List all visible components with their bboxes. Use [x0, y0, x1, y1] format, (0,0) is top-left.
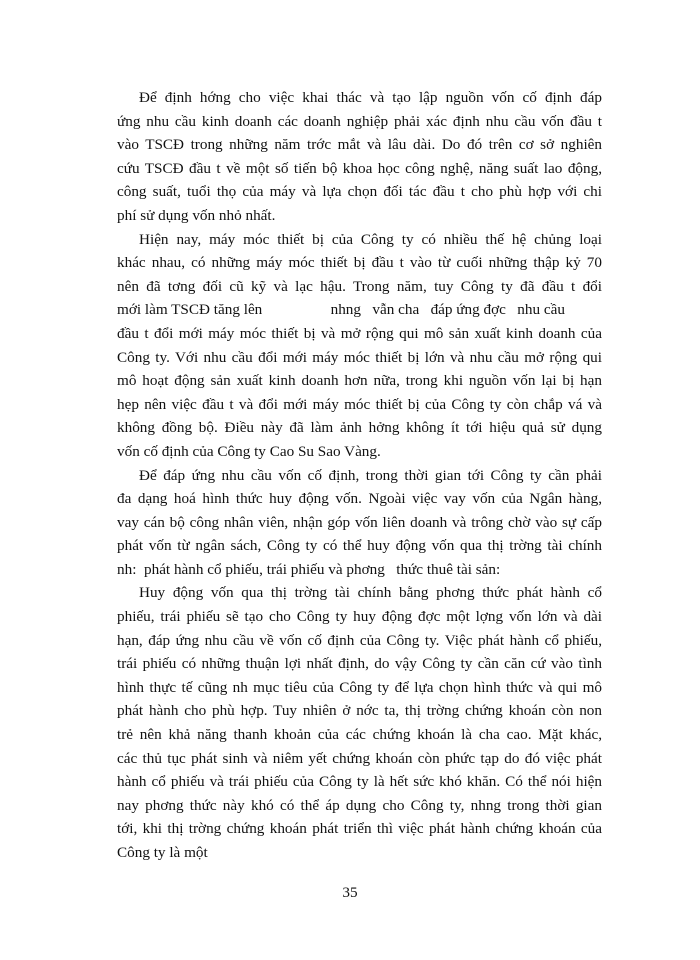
text-line: mới làm TSCĐ tăng lên nhng vẫn cha đáp ứng đợc nhu cầu [117, 301, 565, 319]
text-line: trẻ nên khả năng thanh khoản của các chứng khoán là cha cao. Mặt khác, [117, 726, 602, 744]
text-line: nay phơng thức này khó có thể áp dụng cho Công ty, nhng trong thời gian [117, 796, 602, 814]
text-line: Để định hớng cho việc khai thác và tạo lập nguồn vốn cố định đáp [139, 89, 602, 106]
page-number: 35 [342, 884, 358, 901]
text-line: đa dạng hoá hình thức huy động vốn. Ngoài việc vay vốn của Ngân hàng, [117, 490, 602, 508]
text-line: khác nhau, có những máy móc thiết bị đầu t vào từ cuối những thập kỷ 70 [117, 254, 602, 272]
text-line: phát vốn từ ngân sách, Công ty có thể huy động vốn qua thị trờng tài chính [117, 537, 602, 555]
text-line: hình thực tế cũng nh mục tiêu của Công ty để lựa chọn hình thức và qui mô [117, 678, 602, 696]
text-line: phiếu, trái phiếu sẽ tạo cho Công ty huy động đợc một lợng vốn lớn và dài [117, 608, 602, 626]
page-body [117, 86, 602, 865]
text-line: không đồng bộ. Điều này đã làm ảnh hởng không ít tới hiệu quả sử dụng [117, 419, 602, 437]
text-line: Hiện nay, máy móc thiết bị của Công ty có nhiều thế hệ chủng loại [139, 230, 602, 248]
text-line: Huy động vốn qua thị trờng tài chính bằng phơng thức phát hành cổ [139, 584, 602, 602]
text-line: đầu t đổi mới máy móc thiết bị và mở rộng qui mô sản xuất kinh doanh của [117, 324, 602, 342]
paragraph-4 [117, 581, 602, 864]
text-line: hành cổ phiếu và trái phiếu của Công ty là hết sức khó khăn. Có thể nói hiện [117, 773, 602, 791]
text-line: hẹp nên việc đầu t và đổi mới máy móc thiết bị của Công ty còn chắp vá và [117, 395, 602, 413]
text-line: vào TSCĐ trong những năm trớc mắt và lâu dài. Do đó trên cơ sở nghiên [117, 136, 602, 154]
paragraph-3 [117, 464, 602, 582]
text-line: mô hoạt động sản xuất kinh doanh hơn nữa, trong khi nguồn vốn lại bị hạn [117, 372, 602, 390]
text-line: nên đã tơng đối cũ kỹ và lạc hậu. Trong năm, tuy Công ty đã đầu t đổi [117, 277, 602, 295]
text-line: trái phiếu có những thuận lợi nhất định, do vậy Công ty cần căn cứ vào tình [117, 655, 602, 673]
text-line: hạn, đáp ứng nhu cầu về vốn cố định của Công ty. Việc phát hành cổ phiếu, [117, 631, 602, 649]
text-line: phí sử dụng vốn nhỏ nhất. [117, 206, 276, 224]
text-line: tới, khi thị trờng chứng khoán phát triển thì việc phát hành chứng khoán của [117, 820, 602, 838]
text-line: ứng nhu cầu kinh doanh các doanh nghiệp phải xác định nhu cầu vốn đầu t [117, 112, 602, 130]
text-line: cứu TSCĐ đầu t về một số tiến bộ khoa học công nghệ, năng suất lao động, [117, 159, 602, 177]
text-line: vốn cố định của Công ty Cao Su Sao Vàng. [117, 442, 381, 460]
text-line: phát hành cho phù hợp. Tuy nhiên ở nớc ta, thị trờng chứng khoán còn non [117, 702, 602, 720]
paragraph-1 [117, 86, 602, 228]
text-line: các thủ tục phát sinh và niêm yết chứng khoán còn phức tạp do đó việc phát [117, 749, 602, 767]
text-line: vay cán bộ công nhân viên, nhận góp vốn liên doanh và trông chờ vào sự cấp [117, 513, 602, 531]
text-line: Công ty. Với nhu cầu đổi mới máy móc thiết bị lớn và nhu cầu mở rộng qui [117, 348, 602, 366]
text-line: Để đáp ứng nhu cầu vốn cố định, trong thời gian tới Công ty cần phải [139, 466, 602, 484]
text-line: công suất, tuổi thọ của máy và lựa chọn đối tác đầu t cho phù hợp với chi [117, 183, 602, 201]
text-line: Công ty là một [117, 844, 208, 861]
paragraph-2 [117, 228, 602, 464]
text-line: nh: phát hành cổ phiếu, trái phiếu và phơng thức thuê tài sản: [117, 560, 501, 578]
